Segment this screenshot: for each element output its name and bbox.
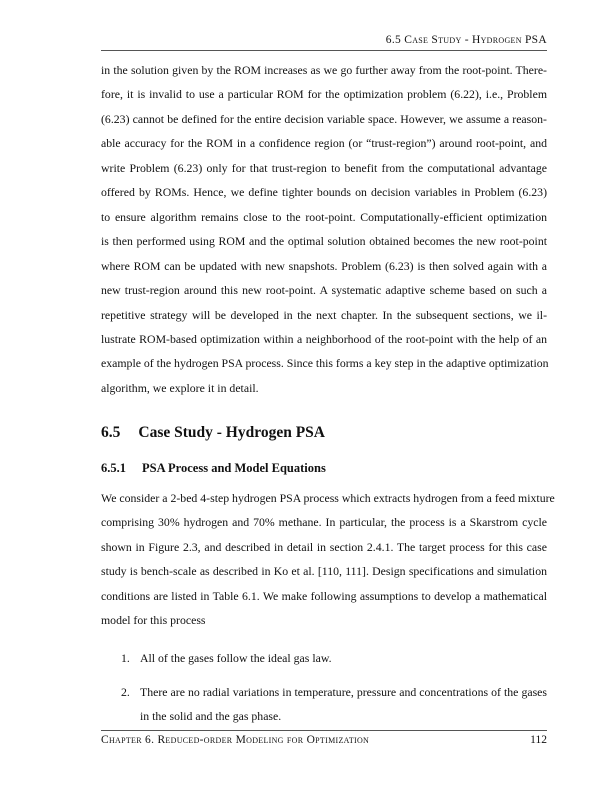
subsection-title: PSA Process and Model Equations xyxy=(142,461,326,475)
subsection-number: 6.5.1 xyxy=(101,461,126,475)
section-number: 6.5 xyxy=(101,424,121,441)
text-line: shown in Figure 2.3, and described in detail in section 2.4.1. The target process for this case xyxy=(101,539,547,554)
list-number: 2. xyxy=(121,685,130,699)
section-heading xyxy=(101,424,325,442)
text-line: repetitive strategy will be developed in the next chapter. In the subsequent sections, we il- xyxy=(101,307,547,322)
header-rule xyxy=(101,50,547,51)
text-line: We consider a 2-bed 4-step hydrogen PSA process which extracts hydrogen from a feed mixture xyxy=(101,491,555,505)
text-line: is then performed using ROM and the optimal solution obtained becomes the new root-point xyxy=(101,234,547,249)
text-line: offered by ROMs. Hence, we define tighter bounds on decision variables in Problem (6.23) xyxy=(101,185,547,200)
text-line: algorithm, we explore it in detail. xyxy=(101,380,259,395)
footer-chapter: Chapter 6. Reduced-order Modeling for Optimization xyxy=(101,734,370,746)
text-line: in the solution given by the ROM increases as we go further away from the root-point. There- xyxy=(101,63,547,77)
text-line: model for this process xyxy=(101,613,206,628)
page-footer xyxy=(101,734,547,746)
list-text: All of the gases follow the ideal gas law. xyxy=(140,651,332,665)
text-line: lustrate ROM-based optimization within a neighborhood of the root-point with the help of an xyxy=(101,331,547,346)
text-line: (6.23) cannot be defined for the entire decision variable space. However, we assume a reason- xyxy=(101,111,547,126)
text-line: comprising 30% hydrogen and 70% methane. In particular, the process is a Skarstrom cycle xyxy=(101,515,547,530)
list-number: 1. xyxy=(121,651,130,665)
text-line: fore, it is invalid to use a particular ROM for the optimization problem (6.22), i.e., Problem xyxy=(101,87,547,102)
section-title: Case Study - Hydrogen PSA xyxy=(138,424,325,441)
text-line: conditions are listed in Table 6.1. We make following assumptions to develop a mathematical xyxy=(101,588,547,603)
list-text: There are no radial variations in temperature, pressure and concentrations of the gases xyxy=(140,685,547,699)
text-line: to ensure algorithm remains close to the root-point. Computationally-efficient optimization xyxy=(101,209,547,224)
list-text: in the solid and the gas phase. xyxy=(140,709,282,723)
subsection-heading xyxy=(101,461,326,476)
text-line: write Problem (6.23) only for that trust-region to benefit from the computational advantage xyxy=(101,160,547,175)
text-line: able accuracy for the ROM in a confidence region (or “trust-region”) around root-point, and xyxy=(101,136,547,151)
text-line: study is bench-scale as described in Ko et al. [110, 111]. Design specifications and simulation xyxy=(101,564,547,579)
text-line: where ROM can be updated with new snapshots. Problem (6.23) is then solved again with a xyxy=(101,258,547,273)
text-line: new trust-region around this new root-point. A systematic adaptive scheme based on such a xyxy=(101,283,547,298)
page-number: 112 xyxy=(530,734,547,746)
footer-rule xyxy=(101,730,547,731)
running-header: 6.5 Case Study - Hydrogen PSA xyxy=(385,34,547,46)
text-line: example of the hydrogen PSA process. Since this forms a key step in the adaptive optimization xyxy=(101,356,549,371)
